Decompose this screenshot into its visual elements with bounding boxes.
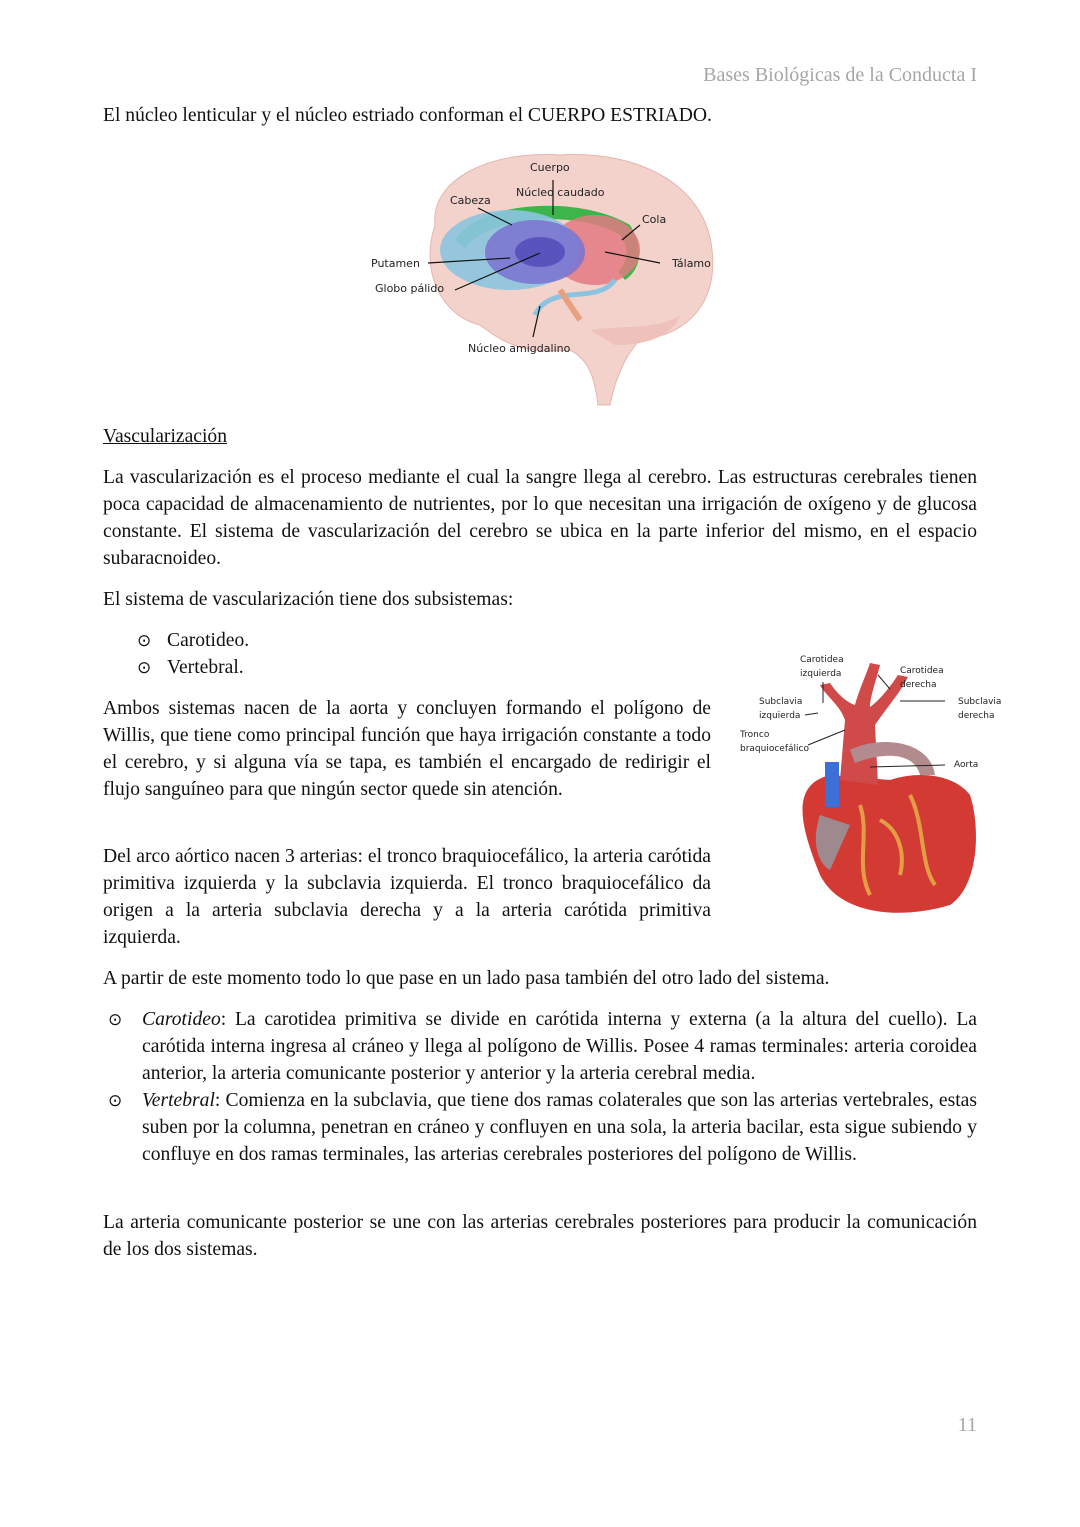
label-nucleo-caudado: Núcleo caudado [516, 186, 605, 199]
paragraph: El sistema de vascularización tiene dos subsistemas: [103, 589, 514, 610]
brain-illustration [360, 140, 730, 410]
circled-dot-icon: ⊙ [108, 1010, 123, 1029]
label-globo-palido: Globo pálido [375, 282, 445, 295]
paragraph: Del arco aórtico nacen 3 arterias: el tronco braquiocefálico, la arteria carótida primitiva izquierda y la subclavia izquierda. El tronco braquiocefálico da origen a la arteria subclavia derecha y a la arteria carótida primitiva izquierda. [103, 846, 711, 948]
label-subclavia-derecha: Subclavia derecha [958, 697, 1002, 721]
circled-dot-icon: ⊙ [137, 631, 152, 650]
label-talamo: Tálamo [672, 257, 711, 270]
section-title: Vascularización [103, 426, 228, 447]
label-cola: Cola [642, 213, 667, 226]
circled-dot-icon: ⊙ [108, 1091, 123, 1110]
label-putamen: Putamen [371, 257, 420, 270]
paragraph: La arteria comunicante posterior se une con las arterias cerebrales posteriores para producir la comunicación de los dos sistemas. [103, 1212, 977, 1260]
intro-text: El núcleo lenticular y el núcleo estriado conforman el CUERPO ESTRIADO. [103, 105, 712, 126]
paragraph: Ambos sistemas nacen de la aorta y concluyen formando el polígono de Willis, que tiene como principal función que haya irrigación constante a todo el cerebro, y si alguna vía se tapa, es también el encargado de redirigir el flujo sanguíneo para que ningún sector quede sin atención. [103, 698, 711, 800]
list-item-vertebral: ⊙ Vertebral: Comienza en la subclavia, que tiene dos ramas colaterales que son las arterias vertebrales, estas suben por la columna, penetran en cráneo y confluyen en una sola, la arteria bacilar, esta sigue subiendo y confluye en dos ramas terminales, las arterias cerebrales posteriores del polígono de Willis. [108, 1087, 977, 1168]
label-tronco-braquiocefalico: Tronco braquiocefálico [740, 730, 809, 754]
list-item-carotideo: ⊙ Carotideo: La carotidea primitiva se divide en carótida interna y externa (a la altura del cuello). La carótida interna ingresa al cráneo y llega al polígono de Willis. Posee 4 ramas terminales: arteria coroidea anterior, la arteria comunicante posterior y anterior y la arteria cerebral media. [108, 1006, 977, 1087]
label-subclavia-izquierda: Subclavia izquierda [759, 697, 803, 721]
label-aorta: Aorta [954, 760, 979, 770]
page-header: Bases Biológicas de la Conducta I [703, 64, 977, 86]
heart-figure [730, 645, 1010, 925]
list-item: ⊙ Vertebral. [137, 654, 244, 681]
brain-figure [360, 140, 730, 410]
page-number: 11 [957, 1414, 977, 1436]
label-carotidea-derecha: Carotidea derecha [900, 666, 944, 690]
label-cabeza: Cabeza [450, 194, 491, 207]
label-cuerpo: Cuerpo [530, 161, 570, 174]
list-item: ⊙ Carotideo. [137, 627, 249, 654]
circled-dot-icon: ⊙ [137, 658, 152, 677]
paragraph: La vascularización es el proceso mediante el cual la sangre llega al cerebro. Las estructuras cerebrales tienen poca capacidad de almacenamiento de nutrientes, por lo que necesitan una irrigación de oxígeno y de glucosa constante. El sistema de vascularización del cerebro se ubica en la parte inferior del mismo, en el espacio subaracnoideo. [103, 467, 977, 569]
paragraph: A partir de este momento todo lo que pase en un lado pasa también del otro lado del sistema. [103, 968, 830, 989]
label-nucleo-amigdalino: Núcleo amigdalino [468, 342, 571, 355]
heart-illustration [730, 645, 1010, 925]
label-carotidea-izquierda: Carotidea izquierda [800, 655, 844, 679]
